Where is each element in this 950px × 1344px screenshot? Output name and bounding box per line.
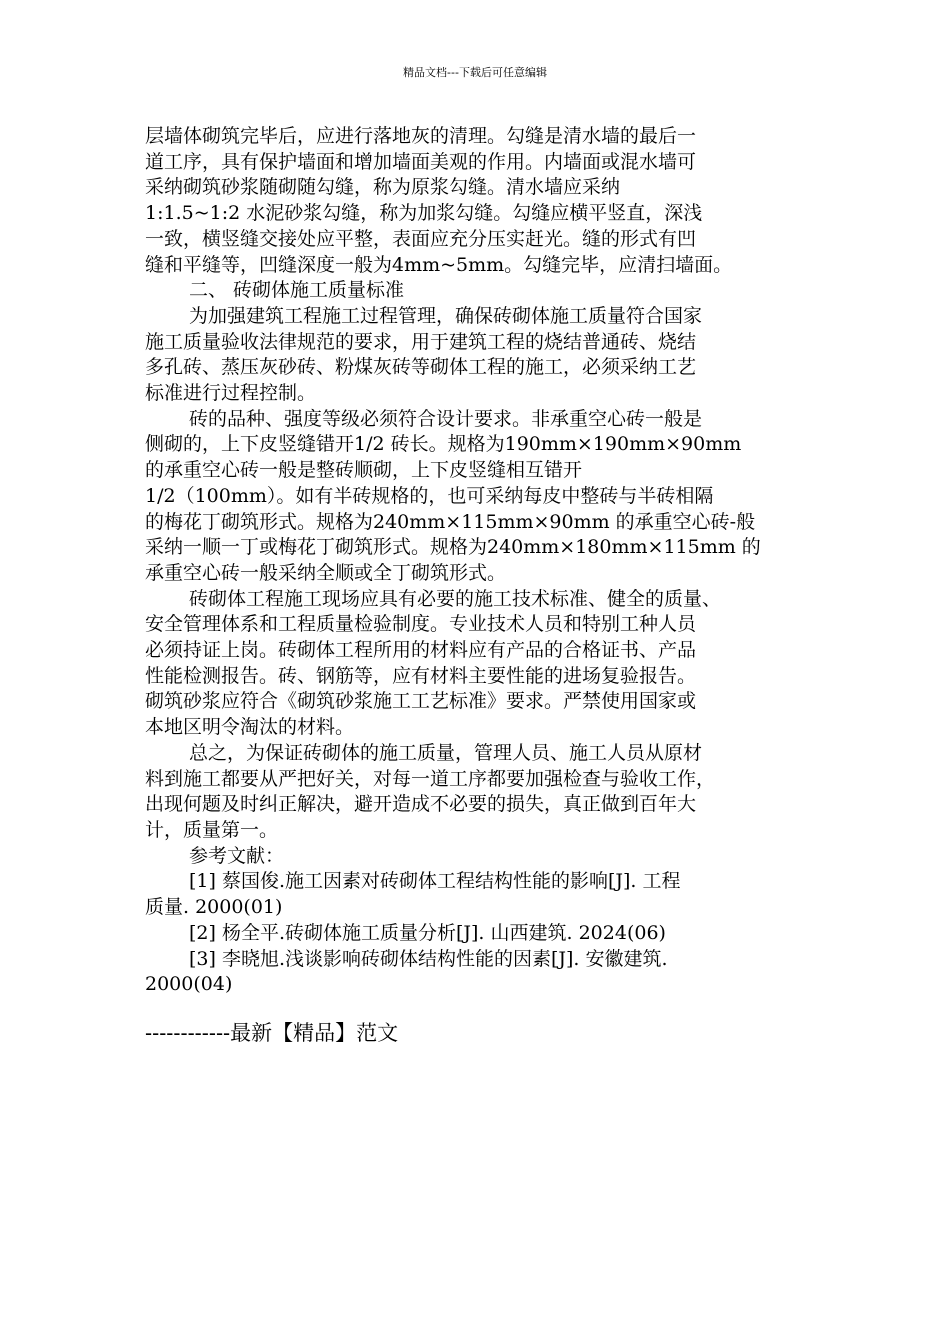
text-line: 必须持证上岗。砖砌体工程所用的材料应有产品的合格证书、产品 xyxy=(145,639,697,662)
text-line: [3] 李晓旭.浅谈影响砖砌体结构性能的因素[J]. 安徽建筑. xyxy=(189,947,668,970)
document-body xyxy=(145,124,800,998)
text-line: 2000(04) xyxy=(145,973,233,996)
text-line: 计，质量第一。 xyxy=(145,818,279,841)
paragraph xyxy=(145,921,800,947)
text-line: 砖砌体工程施工现场应具有必要的施工技术标准、健全的质量、 xyxy=(189,587,722,610)
text-line: 参考文献： xyxy=(189,844,285,867)
paragraph xyxy=(145,587,800,741)
text-line: 为加强建筑工程施工过程管理，确保砖砌体施工质量符合国家 xyxy=(189,304,703,327)
text-line: 一致，横竖缝交接处应平整，表面应充分压实赶光。缝的形式有凹 xyxy=(145,227,697,250)
paragraph xyxy=(145,304,800,407)
text-line: 缝和平缝等，凹缝深度一般为4mm~5mm。勾缝完毕，应清扫墙面。 xyxy=(145,253,733,276)
text-line: 料到施工都要从严把好关，对每一道工序都要加强检查与验收工作， xyxy=(145,767,716,790)
text-line: 性能检测报告。砖、钢筋等，应有材料主要性能的进场复验报告。 xyxy=(145,664,697,687)
text-line: 多孔砖、蒸压灰砂砖、粉煤灰砖等砌体工程的施工，必须采纳工艺 xyxy=(145,356,697,379)
paragraph xyxy=(145,124,800,278)
text-line: 安全管理体系和工程质量检验制度。专业技术人员和特别工种人员 xyxy=(145,613,697,636)
page-header: 精品文档---下载后可任意编辑 xyxy=(403,66,547,79)
paragraph xyxy=(145,869,800,920)
paragraph xyxy=(145,407,800,587)
text-line: 施工质量验收法律规范的要求，用于建筑工程的烧结普通砖、烧结 xyxy=(145,330,697,353)
text-line: 二、 砖砌体施工质量标准 xyxy=(189,279,405,302)
text-line: 1:1.5~1:2 水泥砂浆勾缝，称为加浆勾缝。勾缝应横平竖直，深浅 xyxy=(145,202,703,225)
paragraph xyxy=(145,844,800,870)
text-line: [2] 杨全平.砖砌体施工质量分析[J]. 山西建筑. 2024(06) xyxy=(189,921,666,944)
paragraph xyxy=(145,278,800,304)
paragraph xyxy=(145,741,800,844)
text-line: 的承重空心砖一般是整砖顺砌，上下皮竖缝相互错开 xyxy=(145,459,583,482)
text-line: 1/2（100mm）。如有半砖规格的，也可采纳每皮中整砖与半砖相隔 xyxy=(145,484,714,507)
text-line: 承重空心砖一般采纳全顺或全丁砌筑形式。 xyxy=(145,561,507,584)
text-line: 质量. 2000(01) xyxy=(145,896,283,919)
text-line: 出现何题及时纠正解决，避开造成不必要的损失，真正做到百年大 xyxy=(145,793,697,816)
text-line: 标准进行过程控制。 xyxy=(145,382,317,405)
text-line: 砌筑砂浆应符合《砌筑砂浆施工工艺标准》要求。严禁使用国家或 xyxy=(145,690,697,713)
text-line: 总之，为保证砖砌体的施工质量，管理人员、施工人员从原材 xyxy=(189,741,703,764)
text-line: 采纳砌筑砂浆随砌随勾缝，称为原浆勾缝。清水墙应采纳 xyxy=(145,176,621,199)
paragraph xyxy=(145,947,800,998)
text-line: 采纳一顺一丁或梅花丁砌筑形式。规格为240mm×180mm×115mm 的 xyxy=(145,536,761,559)
text-line: 的梅花丁砌筑形式。规格为240mm×115mm×90mm 的承重空心砖-般 xyxy=(145,510,756,533)
text-line: 砖的品种、强度等级必须符合设计要求。非承重空心砖一般是 xyxy=(189,407,703,430)
text-line: 侧砌的，上下皮竖缝错开1/2 砖长。规格为190mm×190mm×90mm xyxy=(145,433,742,456)
text-line: 道工序，具有保护墙面和增加墙面美观的作用。内墙面或混水墙可 xyxy=(145,150,697,173)
text-line: 层墙体砌筑完毕后，应进行落地灰的清理。勾缝是清水墙的最后一 xyxy=(145,125,697,147)
text-line: 本地区明令淘汰的材料。 xyxy=(145,716,355,739)
text-line: [1] 蔡国俊.施工因素对砖砌体工程结构性能的影响[J]. 工程 xyxy=(189,870,681,893)
page-footer: ------------最新【精品】范文 xyxy=(145,1021,399,1045)
